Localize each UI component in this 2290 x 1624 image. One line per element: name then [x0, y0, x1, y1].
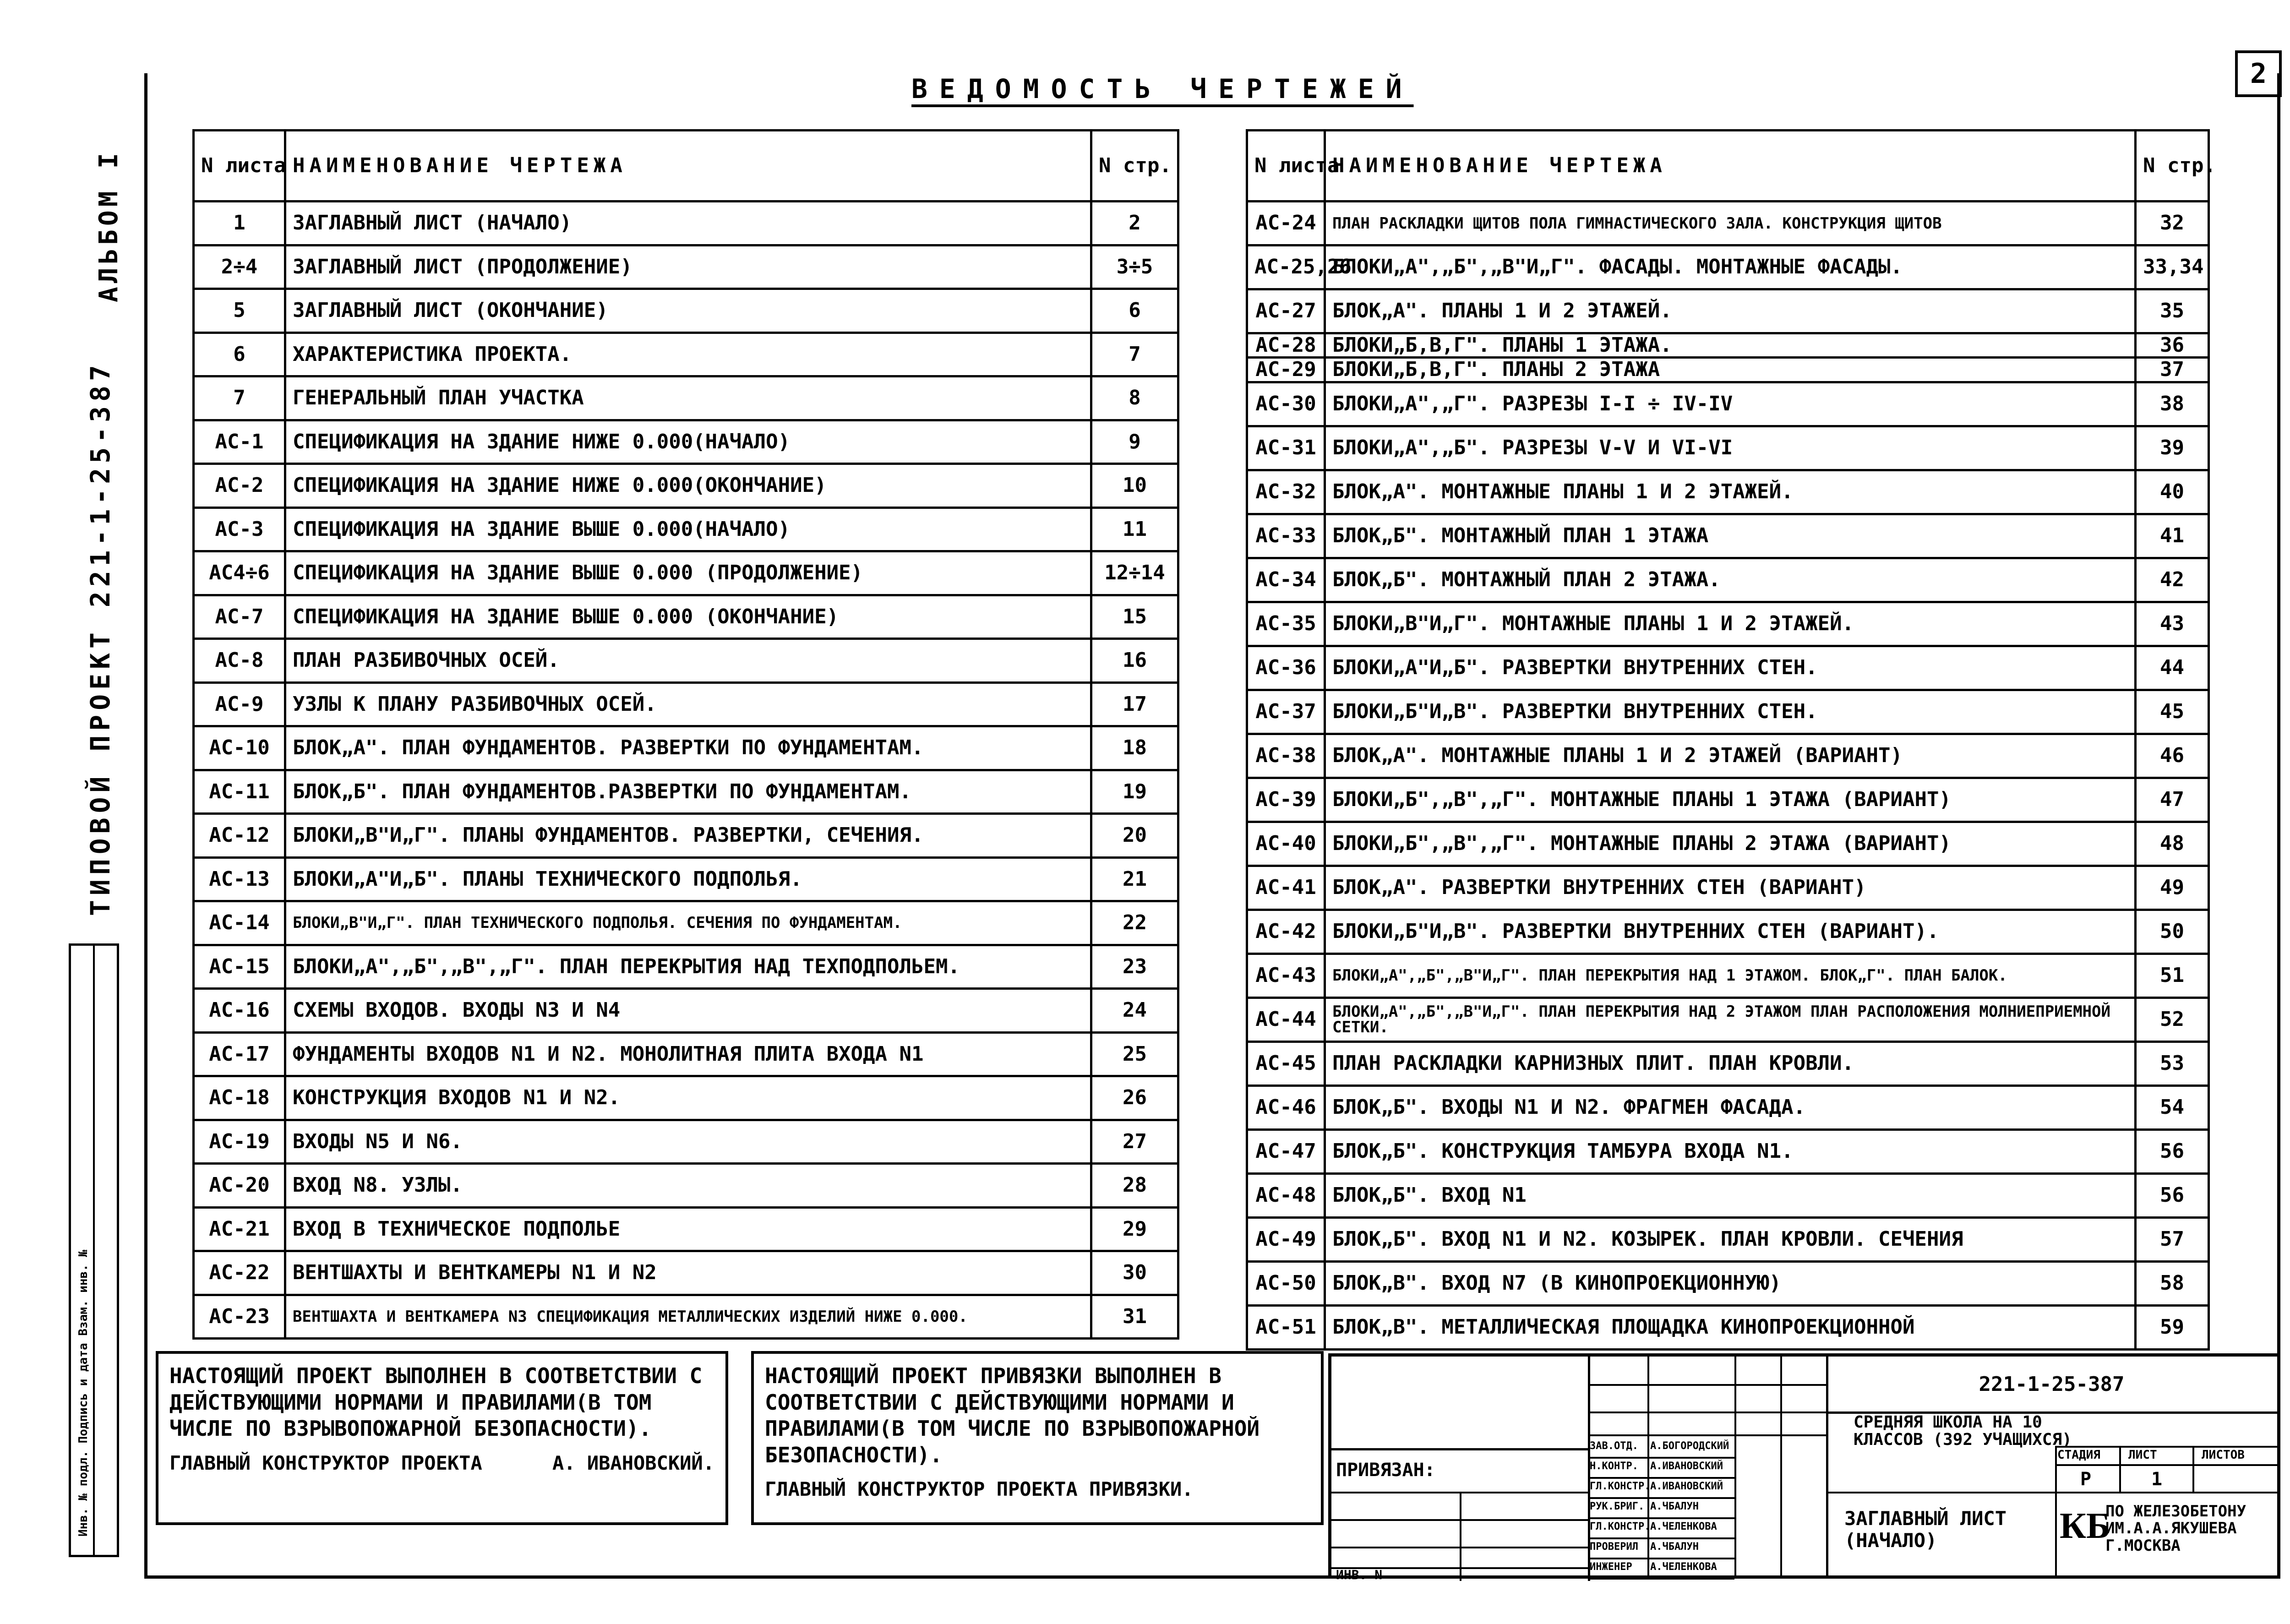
sheet-number-cell: 7: [194, 376, 285, 420]
page-number-cell: 11: [1091, 507, 1178, 551]
signature-role: ГЛ.КОНСТР.: [1590, 1481, 1651, 1492]
sheet-number-cell: АС-29: [1247, 358, 1325, 382]
sheet-number-cell: АС-14: [194, 901, 285, 945]
album-label: АЛЬБОМ I: [94, 149, 124, 302]
sheet-number-cell: 5: [194, 289, 285, 333]
sheet-number-cell: АС-43: [1247, 954, 1325, 997]
drawing-name-cell: БЛОК„Б". ПЛАН ФУНДАМЕНТОВ.РАЗВЕРТКИ ПО ФУНДАМЕНТАМ.: [285, 770, 1091, 814]
drawing-name-cell: СПЕЦИФИКАЦИЯ НА ЗДАНИЕ НИЖЕ 0.000(НАЧАЛО): [285, 420, 1091, 464]
drawing-name-cell: СПЕЦИФИКАЦИЯ НА ЗДАНИЕ ВЫШЕ 0.000(НАЧАЛО): [285, 507, 1091, 551]
signature-row: [1588, 1537, 1734, 1559]
project-code: 221-1-25-387: [1826, 1357, 2277, 1414]
table-row: [194, 245, 1178, 289]
drawing-name-cell: БЛОК„Б". ВХОД N1 И N2. КОЗЫРЕК. ПЛАН КРОВЛИ. СЕЧЕНИЯ: [1325, 1217, 2136, 1261]
drawing-name-cell: БЛОКИ„Б"И„В". РАЗВЕРТКИ ВНУТРЕННИХ СТЕН.: [1325, 690, 2136, 734]
page-number-cell: 15: [1091, 595, 1178, 639]
inv-label: ИНВ. N: [1336, 1567, 1383, 1582]
drawing-name-cell: ВХОД N8. УЗЛЫ.: [285, 1164, 1091, 1208]
drawing-name-cell: БЛОКИ„А",„Б",„В"И„Г". ФАСАДЫ. МОНТАЖНЫЕ ФАСАДЫ.: [1325, 245, 2136, 289]
drawing-name-cell: ВХОДЫ N5 И N6.: [285, 1120, 1091, 1164]
table-row: [194, 1164, 1178, 1208]
drawing-name-cell: БЛОКИ„А",„Б". РАЗРЕЗЫ V-V И VI-VI: [1325, 426, 2136, 470]
sheet-number-cell: АС-33: [1247, 514, 1325, 558]
table-row: [194, 420, 1178, 464]
drawing-name-cell: БЛОКИ„А",„Б",„В"И„Г". ПЛАН ПЕРЕКРЫТИЯ НАД 2 ЭТАЖОМ ПЛАН РАСПОЛОЖЕНИЯ МОЛНИЕПРИЕМНОЙ СЕТКИ.: [1325, 997, 2136, 1041]
table-row: [194, 595, 1178, 639]
table-row: [1247, 1173, 2209, 1217]
header-sheet-no: N листа: [1247, 131, 1325, 202]
page-number-cell: 24: [1091, 989, 1178, 1033]
sheet-number-cell: АС-35: [1247, 602, 1325, 646]
sheet-number-cell: АС-39: [1247, 778, 1325, 822]
drawing-name-cell: БЛОК„В". ВХОД N7 (В КИНОПРОЕКЦИОННУЮ): [1325, 1261, 2136, 1305]
page-number-cell: 22: [1091, 901, 1178, 945]
table-row: [194, 507, 1178, 551]
drawing-name-cell: ФУНДАМЕНТЫ ВХОДОВ N1 И N2. МОНОЛИТНАЯ ПЛИТА ВХОДА N1: [285, 1032, 1091, 1076]
page-number-cell: 18: [1091, 726, 1178, 770]
drawing-name-cell: ПЛАН РАСКЛАДКИ ЩИТОВ ПОЛА ГИМНАСТИЧЕСКОГО ЗАЛА. КОНСТРУКЦИЯ ЩИТОВ: [1325, 202, 2136, 245]
drawing-name-cell: БЛОКИ„А",„Б",„В",„Г". ПЛАН ПЕРЕКРЫТИЯ НАД ТЕХПОДПОЛЬЕМ.: [285, 945, 1091, 989]
table-row: [1247, 1041, 2209, 1085]
sheet-label: ЛИСТ: [2128, 1448, 2157, 1462]
drawing-name-cell: БЛОКИ„А"И„Б". РАЗВЕРТКИ ВНУТРЕННИХ СТЕН.: [1325, 646, 2136, 690]
page-number-cell: 41: [2136, 514, 2209, 558]
table-row: [194, 289, 1178, 333]
page-number-cell: 42: [2136, 558, 2209, 602]
note-binding-role: ГЛАВНЫЙ КОНСТРУКТОР ПРОЕКТА ПРИВЯЗКИ.: [765, 1478, 1194, 1500]
signature-role: ГЛ.КОНСТР.: [1590, 1521, 1651, 1532]
org-name: ПО ЖЕЛЕЗОБЕТОНУ ИМ.А.А.ЯКУШЕВА Г.МОСКВА: [2105, 1502, 2246, 1555]
page-number-cell: 10: [1091, 464, 1178, 508]
header-sheet-no: N листа: [194, 131, 285, 202]
page-number-cell: 49: [2136, 866, 2209, 910]
page-number-cell: 25: [1091, 1032, 1178, 1076]
sheet-number-cell: АС-28: [1247, 333, 1325, 358]
table-row: [194, 1251, 1178, 1295]
sheet-number-cell: АС-9: [194, 682, 285, 726]
sheet-number-cell: АС-47: [1247, 1129, 1325, 1173]
signature-row: [1588, 1477, 1734, 1499]
sheet-number-cell: АС-19: [194, 1120, 285, 1164]
sheet-number-cell: 1: [194, 202, 285, 245]
stamp-main: [1826, 1357, 2277, 1579]
signature-role: ИНЖЕНЕР: [1590, 1561, 1632, 1573]
page-number-cell: 16: [1091, 639, 1178, 683]
sheet-number-cell: АС-32: [1247, 470, 1325, 514]
signature-name: А.ЧЕЛЕНКОВА: [1650, 1521, 1717, 1532]
sheet-number-cell: АС-36: [1247, 646, 1325, 690]
drawing-name-cell: БЛОКИ„А",„Б",„В"И„Г". ПЛАН ПЕРЕКРЫТИЯ НАД 1 ЭТАЖОМ. БЛОК„Г". ПЛАН БАЛОК.: [1325, 954, 2136, 997]
drawing-name-cell: БЛОКИ„Б,В,Г". ПЛАНЫ 1 ЭТАЖА.: [1325, 333, 2136, 358]
sheet-number-cell: АС-7: [194, 595, 285, 639]
page-number-cell: 26: [1091, 1076, 1178, 1120]
drawing-name-cell: БЛОК„А". ПЛАНЫ 1 И 2 ЭТАЖЕЙ.: [1325, 289, 2136, 333]
note-project-person: А. ИВАНОВСКИЙ.: [552, 1451, 714, 1474]
drawings-table-right: [1246, 129, 2216, 1351]
table-header-row: [194, 131, 1178, 202]
drawing-name-cell: ВЕНТШАХТА И ВЕНТКАМЕРА N3 СПЕЦИФИКАЦИЯ МЕТАЛЛИЧЕСКИХ ИЗДЕЛИЙ НИЖЕ 0.000.: [285, 1295, 1091, 1339]
note-project: [156, 1351, 728, 1525]
signature-row: [1588, 1497, 1734, 1519]
table-row: [1247, 426, 2209, 470]
page-number-cell: 6: [1091, 289, 1178, 333]
page-number-cell: 45: [2136, 690, 2209, 734]
table-row: [194, 945, 1178, 989]
page-number-cell: 17: [1091, 682, 1178, 726]
sheet-title: ЗАГЛАВНЫЙ ЛИСТ (НАЧАЛО): [1844, 1507, 2007, 1552]
signature-role: РУК.БРИГ.: [1590, 1501, 1645, 1512]
table-row: [1247, 910, 2209, 954]
stage-label: СТАДИЯ: [2057, 1448, 2100, 1462]
sheet-number-cell: АС-12: [194, 814, 285, 858]
drawing-name-cell: УЗЛЫ К ПЛАНУ РАЗБИВОЧНЫХ ОСЕЙ.: [285, 682, 1091, 726]
page-number-cell: 19: [1091, 770, 1178, 814]
stage-value: Р: [2080, 1469, 2092, 1490]
sheet-number-cell: АС-23: [194, 1295, 285, 1339]
drawing-name-cell: ГЕНЕРАЛЬНЫЙ ПЛАН УЧАСТКА: [285, 376, 1091, 420]
table-row: [1247, 778, 2209, 822]
sheet-number-cell: АС-18: [194, 1076, 285, 1120]
sheets-label: ЛИСТОВ: [2202, 1448, 2245, 1462]
org-logo: КБ: [2060, 1506, 2110, 1546]
drawing-name-cell: БЛОКИ„В"И„Г". ПЛАН ТЕХНИЧЕСКОГО ПОДПОЛЬЯ. СЕЧЕНИЯ ПО ФУНДАМЕНТАМ.: [285, 901, 1091, 945]
drawing-name-cell: БЛОК„Б". ВХОДЫ N1 И N2. ФРАГМЕН ФАСАДА.: [1325, 1085, 2136, 1129]
page-number-cell: 2: [1091, 202, 1178, 245]
sheet-number-cell: АС-49: [1247, 1217, 1325, 1261]
table-row: [194, 1032, 1178, 1076]
drawing-name-cell: ЗАГЛАВНЫЙ ЛИСТ (ПРОДОЛЖЕНИЕ): [285, 245, 1091, 289]
drawing-name-cell: БЛОКИ„Б",„В",„Г". МОНТАЖНЫЕ ПЛАНЫ 1 ЭТАЖА (ВАРИАНТ): [1325, 778, 2136, 822]
page-number-cell: 48: [2136, 822, 2209, 866]
page-number-cell: 37: [2136, 358, 2209, 382]
drawing-name-cell: БЛОК„Б". МОНТАЖНЫЙ ПЛАН 2 ЭТАЖА.: [1325, 558, 2136, 602]
page-number-cell: 59: [2136, 1305, 2209, 1349]
table-row: [1247, 646, 2209, 690]
sheet-number-cell: АС4÷6: [194, 551, 285, 595]
side-caption: ТИПОВОЙ ПРОЕКТ 221-1-25-387: [85, 360, 116, 916]
signature-role: Н.КОНТР.: [1590, 1461, 1638, 1472]
sheet-number-cell: АС-25,26: [1247, 245, 1325, 289]
page-number-cell: 32: [2136, 202, 2209, 245]
table-row: [1247, 602, 2209, 646]
sheet-number-cell: АС-34: [1247, 558, 1325, 602]
binding-label: ПРИВЯЗАН:: [1336, 1460, 1435, 1481]
page-number-cell: 40: [2136, 470, 2209, 514]
sheet-number-cell: АС-38: [1247, 734, 1325, 778]
drawing-name-cell: БЛОКИ„Б",„В",„Г". МОНТАЖНЫЕ ПЛАНЫ 2 ЭТАЖА (ВАРИАНТ): [1325, 822, 2136, 866]
page-number-cell: 51: [2136, 954, 2209, 997]
drawing-name-cell: ВЕНТШАХТЫ И ВЕНТКАМЕРЫ N1 И N2: [285, 1251, 1091, 1295]
table-row: [194, 857, 1178, 901]
note-project-role: ГЛАВНЫЙ КОНСТРУКТОР ПРОЕКТА: [169, 1451, 482, 1474]
table-row: [1247, 333, 2209, 358]
table-row: [1247, 358, 2209, 382]
sheet-number: 2: [2235, 50, 2282, 97]
table-row: [194, 464, 1178, 508]
sheet-number-cell: АС-46: [1247, 1085, 1325, 1129]
page-number-cell: 57: [2136, 1217, 2209, 1261]
table-header-row: [1247, 131, 2209, 202]
table-row: [194, 1076, 1178, 1120]
sheet-number-cell: АС-37: [1247, 690, 1325, 734]
signature-row: [1588, 1517, 1734, 1539]
header-page-no: N стр.: [2136, 131, 2209, 202]
table-row: [194, 682, 1178, 726]
sheet-number-cell: АС-22: [194, 1251, 285, 1295]
drawing-name-cell: СХЕМЫ ВХОДОВ. ВХОДЫ N3 И N4: [285, 989, 1091, 1033]
table-row: [194, 376, 1178, 420]
table-row: [1247, 866, 2209, 910]
signature-row: [1588, 1558, 1734, 1580]
drawing-name-cell: БЛОКИ„Б"И„В". РАЗВЕРТКИ ВНУТРЕННИХ СТЕН (ВАРИАНТ).: [1325, 910, 2136, 954]
drawing-name-cell: СПЕЦИФИКАЦИЯ НА ЗДАНИЕ НИЖЕ 0.000(ОКОНЧАНИЕ): [285, 464, 1091, 508]
table-row: [1247, 822, 2209, 866]
side-stamp: [69, 943, 119, 1557]
page-number-cell: 12÷14: [1091, 551, 1178, 595]
signature-name: А.ЧБАЛУН: [1650, 1501, 1699, 1512]
table-row: [1247, 1085, 2209, 1129]
page-number-cell: 8: [1091, 376, 1178, 420]
drawings-table-left: [192, 129, 1179, 1340]
drawing-name-cell: ПЛАН РАСКЛАДКИ КАРНИЗНЫХ ПЛИТ. ПЛАН КРОВЛИ.: [1325, 1041, 2136, 1085]
signature-role: ПРОВЕРИЛ: [1590, 1541, 1638, 1553]
page-number-cell: 53: [2136, 1041, 2209, 1085]
page-number-cell: 54: [2136, 1085, 2209, 1129]
page-title: ВЕДОМОСТЬ ЧЕРТЕЖЕЙ: [911, 73, 1414, 104]
sheet-number-cell: АС-24: [1247, 202, 1325, 245]
header-name: НАИМЕНОВАНИЕ ЧЕРТЕЖА: [1325, 131, 2136, 202]
page-number-cell: 33,34: [2136, 245, 2209, 289]
side-stamp-text: Инв. № подл. Подпись и дата Взам. инв. №: [76, 1249, 90, 1537]
table-row: [194, 551, 1178, 595]
table-row: [1247, 1305, 2209, 1349]
header-page-no: N стр.: [1091, 131, 1178, 202]
sheet-number-cell: АС-48: [1247, 1173, 1325, 1217]
page-number-cell: 27: [1091, 1120, 1178, 1164]
sheet-number-cell: АС-11: [194, 770, 285, 814]
drawing-name-cell: БЛОКИ„В"И„Г". МОНТАЖНЫЕ ПЛАНЫ 1 И 2 ЭТАЖЕЙ.: [1325, 602, 2136, 646]
note-binding: [751, 1351, 1324, 1525]
binding-area: [1331, 1448, 1590, 1581]
page-number-cell: 28: [1091, 1164, 1178, 1208]
page-number-cell: 3÷5: [1091, 245, 1178, 289]
sheet-number-cell: АС-41: [1247, 866, 1325, 910]
signature-name: А.ЧБАЛУН: [1650, 1541, 1699, 1553]
drawing-name-cell: КОНСТРУКЦИЯ ВХОДОВ N1 И N2.: [285, 1076, 1091, 1120]
table-row: [1247, 997, 2209, 1041]
page-number-cell: 29: [1091, 1207, 1178, 1251]
page-number-cell: 50: [2136, 910, 2209, 954]
page-number-cell: 35: [2136, 289, 2209, 333]
table-row: [1247, 245, 2209, 289]
drawing-name-cell: БЛОК„А". РАЗВЕРТКИ ВНУТРЕННИХ СТЕН (ВАРИАНТ): [1325, 866, 2136, 910]
signature-name: А.БОГОРОДСКИЙ: [1650, 1440, 1729, 1452]
sheet-number-cell: АС-27: [1247, 289, 1325, 333]
page-number-cell: 43: [2136, 602, 2209, 646]
sheet-number-cell: АС-51: [1247, 1305, 1325, 1349]
table-row: [1247, 470, 2209, 514]
drawing-name-cell: БЛОК„А". МОНТАЖНЫЕ ПЛАНЫ 1 И 2 ЭТАЖЕЙ (ВАРИАНТ): [1325, 734, 2136, 778]
table-row: [194, 726, 1178, 770]
drawing-name-cell: БЛОКИ„В"И„Г". ПЛАНЫ ФУНДАМЕНТОВ. РАЗВЕРТКИ, СЕЧЕНИЯ.: [285, 814, 1091, 858]
sheet-number-cell: АС-21: [194, 1207, 285, 1251]
page-number-cell: 9: [1091, 420, 1178, 464]
page-number-cell: 36: [2136, 333, 2209, 358]
sheet-number-cell: АС-17: [194, 1032, 285, 1076]
sheet-number-cell: 2÷4: [194, 245, 285, 289]
page-number-cell: 21: [1091, 857, 1178, 901]
page-number-cell: 7: [1091, 332, 1178, 376]
title-block: [1328, 1353, 2277, 1582]
signature-row: [1588, 1437, 1734, 1459]
signature-name: А.ЧЕЛЕНКОВА: [1650, 1561, 1717, 1573]
sheet-number-cell: АС-42: [1247, 910, 1325, 954]
sheet-number-cell: АС-31: [1247, 426, 1325, 470]
table-row: [194, 901, 1178, 945]
sheet-number-cell: АС-50: [1247, 1261, 1325, 1305]
sheet-number-cell: АС-20: [194, 1164, 285, 1208]
drawing-name-cell: ПЛАН РАЗБИВОЧНЫХ ОСЕЙ.: [285, 639, 1091, 683]
table-row: [1247, 1129, 2209, 1173]
table-row: [194, 770, 1178, 814]
page-number-cell: 38: [2136, 382, 2209, 426]
drawing-name-cell: СПЕЦИФИКАЦИЯ НА ЗДАНИЕ ВЫШЕ 0.000 (ПРОДОЛЖЕНИЕ): [285, 551, 1091, 595]
table-row: [1247, 1217, 2209, 1261]
page-number-cell: 39: [2136, 426, 2209, 470]
table-row: [1247, 954, 2209, 997]
drawing-name-cell: БЛОК„В". МЕТАЛЛИЧЕСКАЯ ПЛОЩАДКА КИНОПРОЕКЦИОННОЙ: [1325, 1305, 2136, 1349]
page-number-cell: 52: [2136, 997, 2209, 1041]
table-row: [194, 989, 1178, 1033]
sheet-number-cell: АС-13: [194, 857, 285, 901]
sheet-number-cell: АС-30: [1247, 382, 1325, 426]
header-name: НАИМЕНОВАНИЕ ЧЕРТЕЖА: [285, 131, 1091, 202]
page-number-cell: 30: [1091, 1251, 1178, 1295]
sheet-number-cell: АС-8: [194, 639, 285, 683]
sheet-value: 1: [2151, 1469, 2163, 1490]
signature-role: ЗАВ.ОТД.: [1590, 1440, 1638, 1452]
drawing-name-cell: БЛОК„А". МОНТАЖНЫЕ ПЛАНЫ 1 И 2 ЭТАЖЕЙ.: [1325, 470, 2136, 514]
drawing-name-cell: БЛОКИ„Б,В,Г". ПЛАНЫ 2 ЭТАЖА: [1325, 358, 2136, 382]
revision-grid: [1588, 1357, 1828, 1579]
note-project-text: НАСТОЯЩИЙ ПРОЕКТ ВЫПОЛНЕН В СООТВЕТСТВИИ С ДЕЙСТВУЮЩИМИ НОРМАМИ И ПРАВИЛАМИ(В ТОМ ЧИСЛЕ ПО ВЗРЫВОПОЖАРНОЙ БЕЗОПАСНОСТИ).: [169, 1363, 703, 1441]
signature-name: А.ИВАНОВСКИЙ: [1650, 1461, 1723, 1472]
drawing-name-cell: БЛОКИ„А",„Г". РАЗРЕЗЫ I-I ÷ IV-IV: [1325, 382, 2136, 426]
sheet-number-cell: АС-45: [1247, 1041, 1325, 1085]
page-number-cell: 56: [2136, 1173, 2209, 1217]
drawing-name-cell: БЛОК„Б". ВХОД N1: [1325, 1173, 2136, 1217]
drawing-name-cell: ЗАГЛАВНЫЙ ЛИСТ (НАЧАЛО): [285, 202, 1091, 245]
page-number-cell: 46: [2136, 734, 2209, 778]
sheet-number-cell: АС-40: [1247, 822, 1325, 866]
table-row: [194, 1207, 1178, 1251]
table-row: [1247, 690, 2209, 734]
page-number-cell: 44: [2136, 646, 2209, 690]
sheet-number-cell: АС-10: [194, 726, 285, 770]
sheet-number-cell: 6: [194, 332, 285, 376]
table-row: [194, 639, 1178, 683]
page-number-cell: 23: [1091, 945, 1178, 989]
note-binding-text: НАСТОЯЩИЙ ПРОЕКТ ПРИВЯЗКИ ВЫПОЛНЕН В СООТВЕТСТВИИ С ДЕЙСТВУЮЩИМИ НОРМАМИ И ПРАВИЛАМИ(В ТОМ ЧИСЛЕ ПО ВЗРЫВОПОЖАРНОЙ БЕЗОПАСНОСТИ).: [765, 1363, 1260, 1467]
project-title: СРЕДНЯЯ ШКОЛА НА 10 КЛАССОВ (392 УЧАЩИХСЯ): [1854, 1413, 2072, 1449]
page-number-cell: 31: [1091, 1295, 1178, 1339]
table-row: [1247, 514, 2209, 558]
drawing-name-cell: ВХОД В ТЕХНИЧЕСКОЕ ПОДПОЛЬЕ: [285, 1207, 1091, 1251]
sheet-number-cell: АС-44: [1247, 997, 1325, 1041]
table-row: [194, 202, 1178, 245]
sheet-number-cell: АС-2: [194, 464, 285, 508]
signature-row: [1588, 1457, 1734, 1479]
drawing-name-cell: БЛОК„Б". МОНТАЖНЫЙ ПЛАН 1 ЭТАЖА: [1325, 514, 2136, 558]
table-row: [194, 332, 1178, 376]
table-row: [1247, 734, 2209, 778]
table-row: [1247, 558, 2209, 602]
drawing-name-cell: СПЕЦИФИКАЦИЯ НА ЗДАНИЕ ВЫШЕ 0.000 (ОКОНЧАНИЕ): [285, 595, 1091, 639]
page-number-cell: 56: [2136, 1129, 2209, 1173]
sheet-number-cell: АС-1: [194, 420, 285, 464]
table-row: [1247, 382, 2209, 426]
table-row: [1247, 289, 2209, 333]
drawing-name-cell: БЛОК„Б". КОНСТРУКЦИЯ ТАМБУРА ВХОДА N1.: [1325, 1129, 2136, 1173]
table-row: [194, 1120, 1178, 1164]
drawing-name-cell: ХАРАКТЕРИСТИКА ПРОЕКТА.: [285, 332, 1091, 376]
drawing-name-cell: ЗАГЛАВНЫЙ ЛИСТ (ОКОНЧАНИЕ): [285, 289, 1091, 333]
table-row: [1247, 202, 2209, 245]
signature-name: А.ИВАНОВСКИЙ: [1650, 1481, 1723, 1492]
sheet-number-cell: АС-15: [194, 945, 285, 989]
drawing-name-cell: БЛОК„А". ПЛАН ФУНДАМЕНТОВ. РАЗВЕРТКИ ПО ФУНДАМЕНТАМ.: [285, 726, 1091, 770]
table-row: [1247, 1261, 2209, 1305]
drawing-name-cell: БЛОКИ„А"И„Б". ПЛАНЫ ТЕХНИЧЕСКОГО ПОДПОЛЬЯ.: [285, 857, 1091, 901]
table-row: [194, 814, 1178, 858]
sheet-number-cell: АС-3: [194, 507, 285, 551]
page-number-cell: 47: [2136, 778, 2209, 822]
table-row: [194, 1295, 1178, 1339]
sheet-number-cell: АС-16: [194, 989, 285, 1033]
page-number-cell: 20: [1091, 814, 1178, 858]
page-number-cell: 58: [2136, 1261, 2209, 1305]
